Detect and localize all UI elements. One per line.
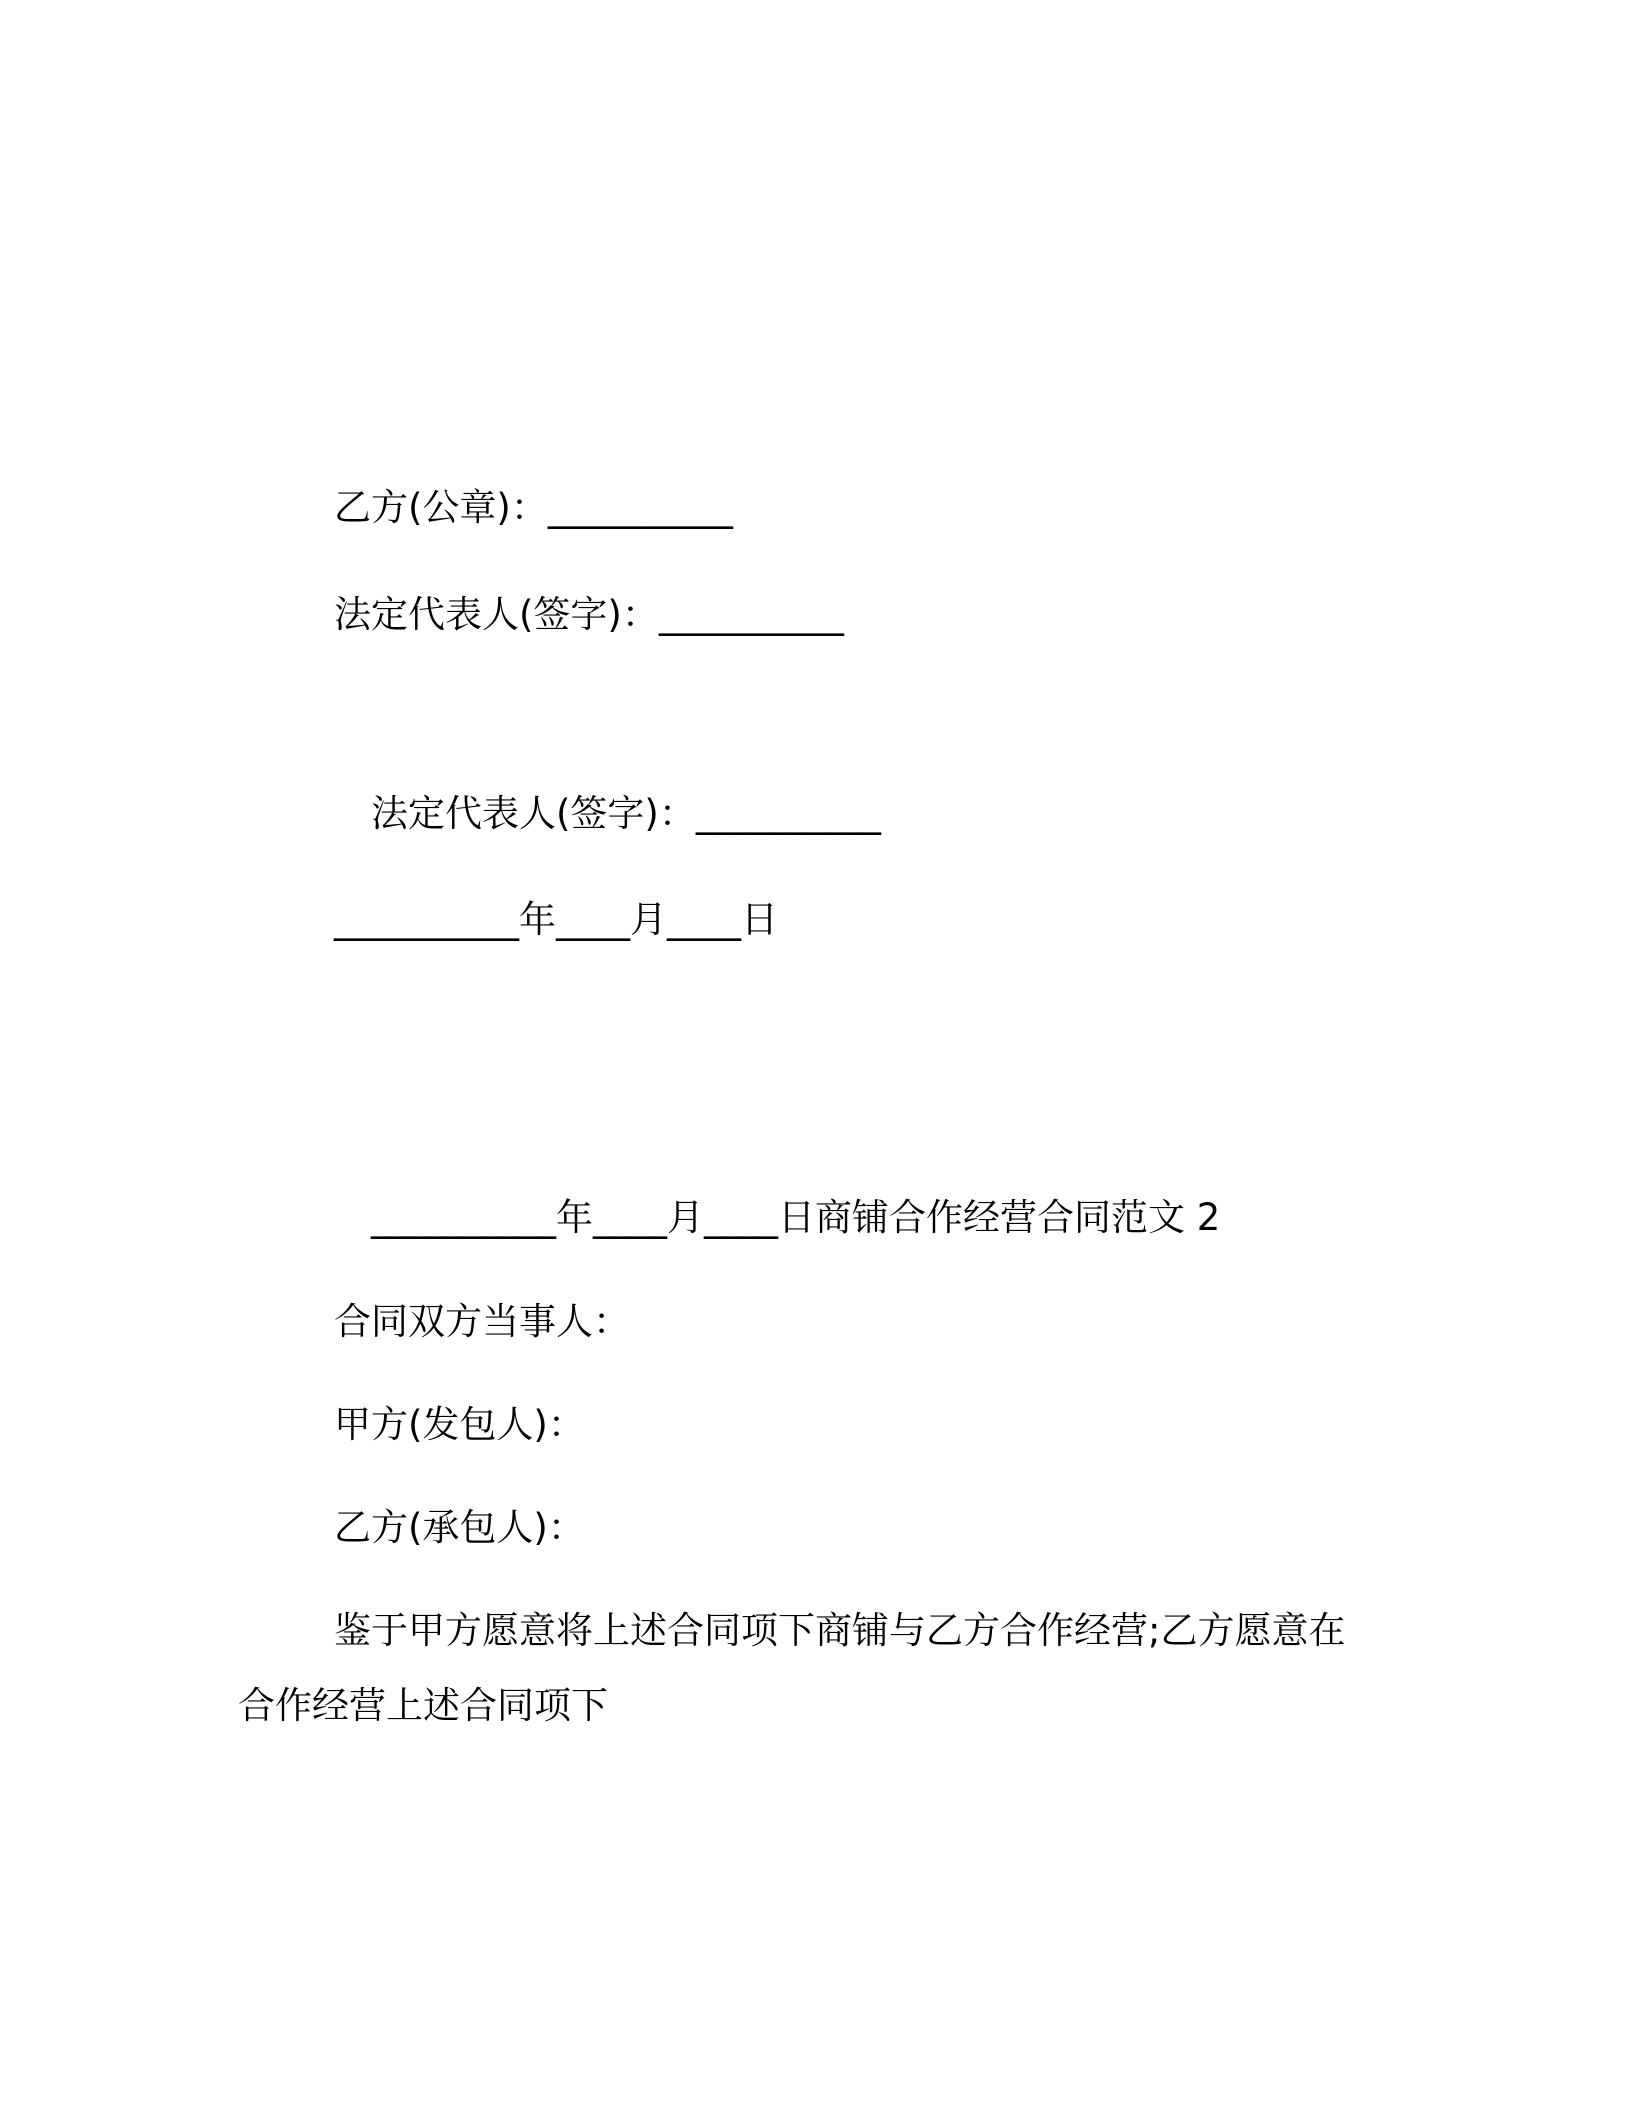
legal-representative-signature-line-2: 法定代表人(签字)：__________ bbox=[371, 792, 881, 835]
recital-paragraph-line-2: 合作经营上述合同项下 bbox=[238, 1684, 608, 1727]
date-line: __________年____月____日 bbox=[334, 898, 778, 941]
contract-title-line: __________年____月____日商铺合作经营合同范文 2 bbox=[371, 1196, 1221, 1239]
recital-paragraph-line-1: 鉴于甲方愿意将上述合同项下商铺与乙方合作经营;乙方愿意在 bbox=[334, 1609, 1346, 1652]
contract-parties-heading: 合同双方当事人： bbox=[334, 1300, 630, 1343]
party-b-seal-line: 乙方(公章)：__________ bbox=[334, 486, 733, 529]
legal-representative-signature-line: 法定代表人(签字)：__________ bbox=[334, 593, 844, 636]
party-a-line: 甲方(发包人)： bbox=[334, 1403, 585, 1446]
party-b-line: 乙方(承包人)： bbox=[334, 1506, 585, 1549]
